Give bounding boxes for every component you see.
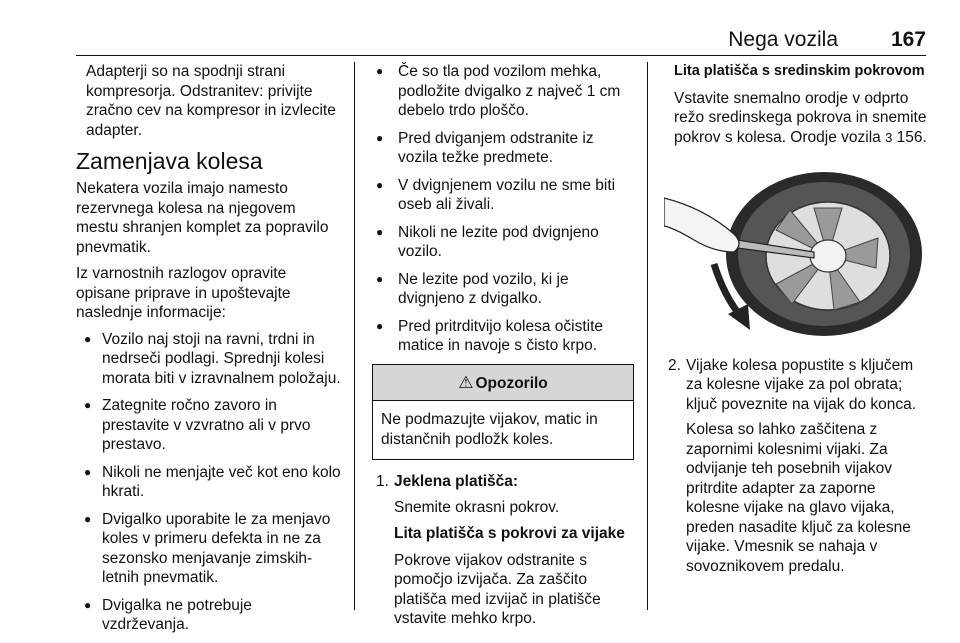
wheel-cover-removal-illustration	[664, 168, 928, 336]
list-item: ● Vozilo naj stoji na ravni, trdni in nedrseči podlagi. Sprednji kolesi morata biti v izravnalnem položaju.	[76, 330, 342, 389]
list-item: ● Zategnite ročno zavoro in prestavite v vzvratno ali v prvo prestavo.	[76, 396, 342, 455]
list-item: ● Če so tla pod vozilom mehka, podložite dvigalko z največ 1 cm debelo trdo ploščo.	[372, 62, 634, 121]
step-2	[664, 356, 928, 415]
list-item: ● Dvigalko uporabite le za menjavo koles v primeru defekta in ne za sezonsko menjavanje zimskih-letnih pnevmatik.	[76, 510, 342, 588]
list-item: ● Ne lezite pod vozilo, ki je dvignjeno z dvigalko.	[372, 270, 634, 309]
warning-title: Opozorilo	[475, 374, 548, 392]
bullet-list	[372, 62, 634, 356]
header-rule	[76, 55, 926, 56]
page-number: 167	[890, 28, 926, 51]
column-divider-1	[354, 62, 355, 610]
paragraph: Iz varnostnih razlogov opravite opisane priprave in upoštevajte naslednje informacije:	[76, 265, 291, 321]
list-item: ● V dvignjenem vozilu ne sme biti oseb ali živali.	[372, 176, 634, 215]
center-cap	[810, 240, 846, 272]
column-3	[664, 62, 928, 583]
list-item: ● Nikoli ne lezite pod dvignjeno vozilo.	[372, 223, 634, 262]
warning-box	[372, 364, 634, 461]
step-number: 1.	[376, 473, 389, 490]
column-divider-2	[647, 62, 648, 610]
subheading: Lita platišča s pokrovi za vijake	[394, 525, 625, 542]
step-subtext: Pokrove vijakov odstranite s pomočjo izvijača. Za zaščito platišča med izvijač in platišče vstavite mehko krpo.	[394, 551, 601, 627]
page-header	[76, 24, 926, 56]
list-item: ● Pred dviganjem odstranite iz vozila težke predmete.	[372, 129, 634, 168]
hand	[664, 198, 739, 252]
bullet-list	[76, 330, 342, 635]
subheading: Lita platišča s sredinskim pokrovom	[674, 63, 925, 79]
warning-text: Ne podmazujte vijakov, matic in distančnih podložk koles.	[381, 411, 598, 448]
cross-reference-arrow-icon: 3	[885, 129, 893, 145]
warning-icon: ⚠	[458, 372, 474, 392]
step-text: Vijake kolesa popustite s ključem za kolesne vijake za pol obrata; ključ poveznite na vijak do konca.	[686, 356, 917, 413]
step-number: 2.	[668, 356, 681, 374]
list-item: ● Pred pritrditvijo kolesa očistite matice in navoje s čisto krpo.	[372, 317, 634, 356]
column-2	[372, 62, 634, 636]
header-title: Nega vozila	[728, 28, 838, 51]
step-title: Jeklena platišča:	[394, 473, 519, 490]
paragraph	[664, 89, 928, 148]
list-item: ● Dvigalka ne potrebuje vzdrževanja.	[76, 596, 342, 635]
cross-reference-page[interactable]: 156.	[896, 128, 927, 146]
section-title: Zamenjava kolesa	[76, 148, 263, 174]
paragraph: Nekatera vozila imajo namesto rezervnega kolesa na njegovem mestu shranjen komplet za popravilo pnevmatik.	[76, 180, 329, 256]
list-item: ● Nikoli ne menjajte več kot eno kolo hkrati.	[76, 463, 342, 502]
column-1	[76, 62, 342, 643]
paragraph-text: Vstavite snemalno orodje v odprto režo sredinskega pokrova in snemite pokrov s kolesa. Orodje vozila	[674, 89, 927, 146]
warning-header	[373, 365, 633, 402]
step-paragraph: Kolesa so lahko zaščitena z zapornimi kolesnimi vijaki. Za odvijanje teh posebnih vijakov pritrdite adapter za zaporne kolesne vijake na glavo vijaka, preden nasadite ključ za kolesne vijake. Vmesnik se nahaja v sovoznikovem predalu.	[686, 421, 911, 575]
step-text: Snemite okrasni pokrov.	[394, 498, 560, 516]
intro-paragraph: Adapterji so na spodnji strani kompresorja. Odstranitev: privijte zračno cev na kompresor in izvlecite adapter.	[86, 63, 336, 139]
step-1	[372, 472, 634, 492]
